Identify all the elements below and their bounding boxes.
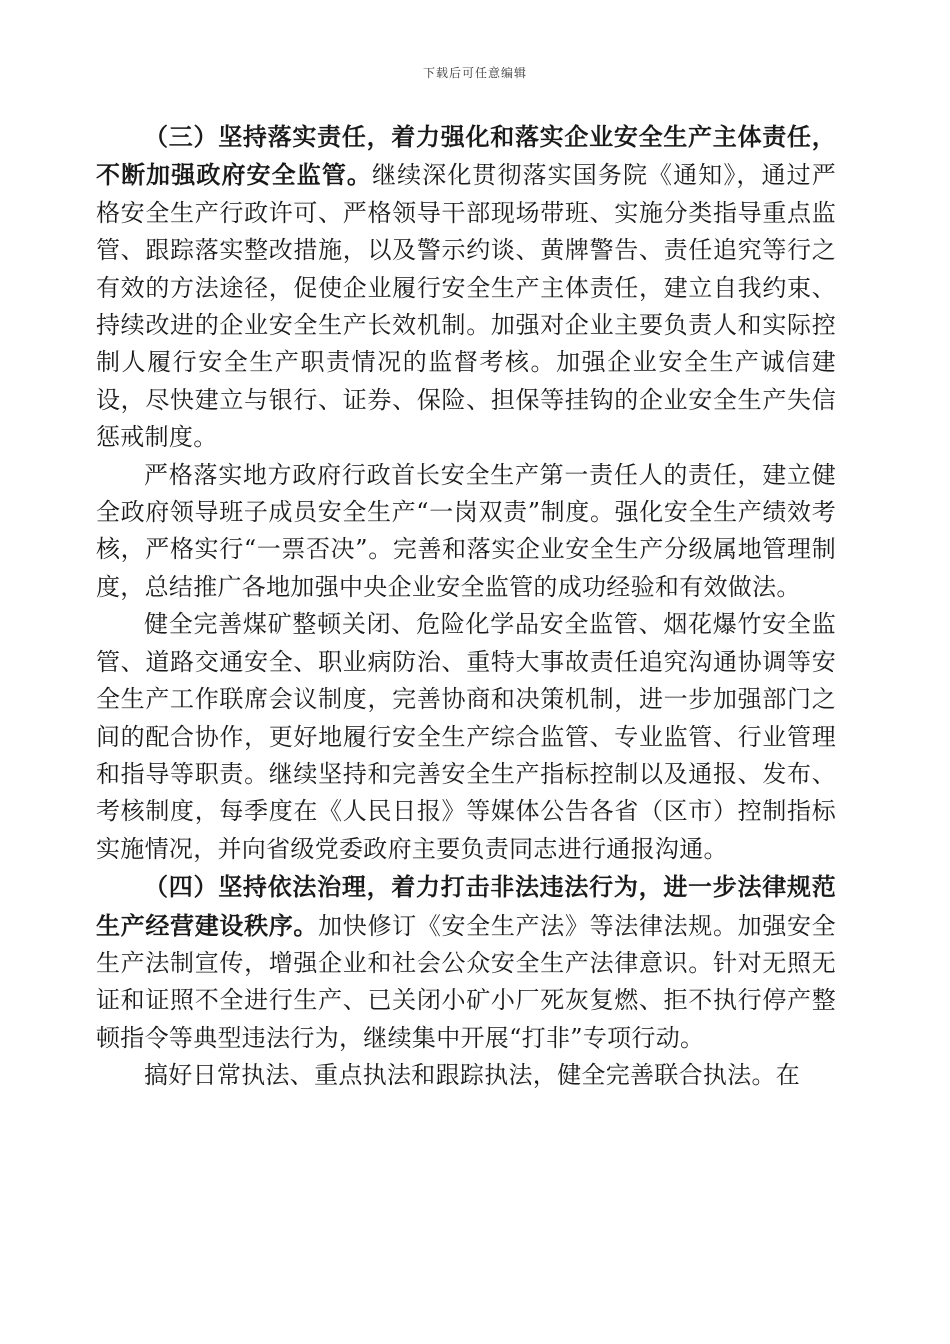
paragraph-section-four xyxy=(96,868,836,1057)
paragraph-text: 严格落实地方政府行政首长安全生产第一责任人的责任，建立健全政府领导班子成员安全生产“一岗双责”制度。强化安全生产绩效考核，严格实行“一票否决”。完善和落实企业安全生产分级属地管理制度，总结推广各地加强中央企业安全监管的成功经验和有效做法。 xyxy=(96,460,836,601)
paragraph-text: 搞好日常执法、重点执法和跟踪执法，健全完善联合执法。在 xyxy=(144,1061,801,1090)
page-header-note: 下载后可任意编辑 xyxy=(422,66,527,80)
paragraph-local-government xyxy=(96,457,836,607)
document-body xyxy=(96,118,836,1095)
section-heading: （三）坚持落实责任，着力强化和落实企业安全生产主体责任，不断加强政府安全监管。 xyxy=(96,122,836,190)
section-heading: （四）坚持依法治理，着力打击非法违法行为，进一步法律规范生产经营建设秩序。 xyxy=(96,872,836,940)
paragraph-enforcement xyxy=(96,1057,836,1094)
paragraph-text: 健全完善煤矿整顿关闭、危险化学品安全监管、烟花爆竹安全监管、道路交通安全、职业病防治、重特大事故责任追究沟通协调等安全生产工作联席会议制度，完善协商和决策机制，进一步加强部门之间的配合协作，更好地履行安全生产综合监管、专业监管、行业管理和指导等职责。继续坚持和完善安全生产指标控制以及通报、发布、考核制度，每季度在《人民日报》等媒体公告各省（区市）控制指标实施情况，并向省级党委政府主要负责同志进行通报沟通。 xyxy=(96,610,836,863)
paragraph-joint-meeting xyxy=(96,606,836,868)
paragraph-text: 加快修订《安全生产法》等法律法规。加强安全生产法制宣传，增强企业和社会公众安全生产法律意识。针对无照无证和证照不全进行生产、已关闭小矿小厂死灰复燃、拒不执行停产整顿指令等典型违法行为，继续集中开展“打非”专项行动。 xyxy=(96,911,836,1052)
paragraph-section-three xyxy=(96,118,836,457)
paragraph-text: 继续深化贯彻落实国务院《通知》，通过严格安全生产行政许可、严格领导干部现场带班、实施分类指导重点监管、跟踪落实整改措施，以及警示约谈、黄牌警告、责任追究等行之有效的方法途径，促使企业履行安全生产主体责任，建立自我约束、持续改进的企业安全生产长效机制。加强对企业主要负责人和实际控制人履行安全生产职责情况的监督考核。加强企业安全生产诚信建设，尽快建立与银行、证券、保险、担保等挂钩的企业安全生产失信惩戒制度。 xyxy=(96,161,836,452)
